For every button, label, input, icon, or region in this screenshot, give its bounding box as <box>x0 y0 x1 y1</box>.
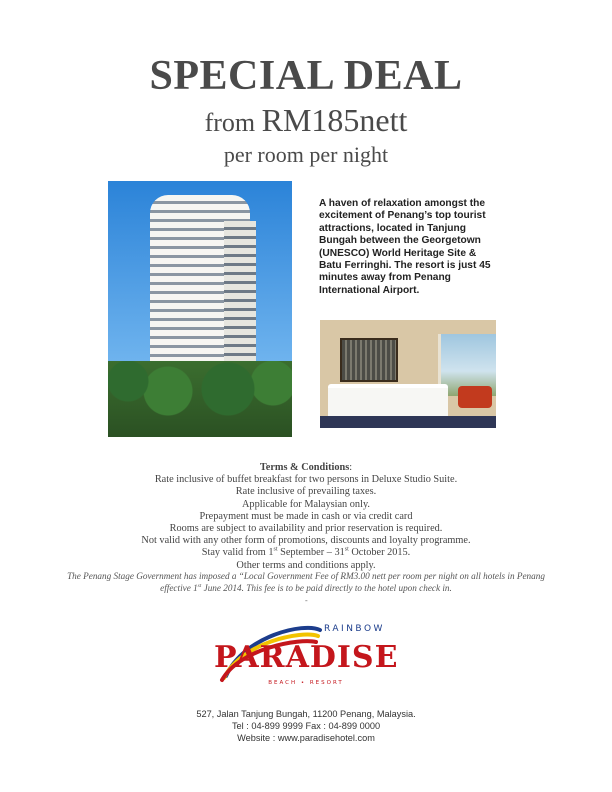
contact-address: 527, Jalan Tanjung Bungah, 11200 Penang, Malaysia. <box>196 709 416 719</box>
hotel-tower-photo <box>108 181 292 437</box>
terms-line: Rooms are subject to availability and prior reservation is required. <box>169 523 443 535</box>
rainbow-paradise-logo <box>214 616 398 694</box>
hotel-room-photo <box>320 320 496 428</box>
price-line <box>0 102 612 139</box>
contact-phone: Tel : 04-899 9999 Fax : 04-899 0000 <box>231 721 381 731</box>
contact-website[interactable]: Website : www.paradisehotel.com <box>237 733 375 743</box>
stay-valid-suffix: October 2015. <box>348 547 411 559</box>
note-dash: - <box>305 596 308 605</box>
stay-valid-sup2: st <box>344 547 349 553</box>
room-floor <box>320 416 496 428</box>
logo-rainbow: RAINBOW <box>324 624 385 634</box>
from-word: from <box>204 108 256 137</box>
room-wall-art <box>340 338 398 382</box>
note-part2: June 2014. This fee is to be paid directly to the hotel upon check in. <box>201 582 452 593</box>
terms-line: Not valid with any other form of promotions, discounts and loyalty programme. <box>141 535 471 547</box>
terms-other: Other terms and conditions apply. <box>236 559 376 571</box>
room-chair <box>458 386 492 408</box>
deal-title: SPECIAL DEAL <box>149 53 463 99</box>
terms-line: Rate inclusive of prevailing taxes. <box>235 486 377 498</box>
stay-valid-sup1: st <box>273 547 278 553</box>
note-sup: st <box>197 582 202 589</box>
terms-heading-line <box>0 462 612 474</box>
logo-beach-resort: BEACH • RESORT <box>268 680 344 686</box>
stay-valid-line <box>0 547 612 559</box>
price-tagline: per room per night <box>223 142 389 167</box>
terms-heading: Terms & Conditions <box>259 462 350 473</box>
stay-valid-prefix: Stay valid from 1 <box>201 547 274 559</box>
terms-section <box>0 462 612 572</box>
price: RM185nett <box>261 102 408 138</box>
note-part1: The Penang Stage Government has imposed a “Local Government Fee of RM3.00 nett per room per night on all hotels in Penang effective 1 <box>67 571 545 593</box>
terms-line: Applicable for Malaysian only. <box>241 498 370 510</box>
terms-heading-suffix: : <box>349 462 353 473</box>
hotel-description: A haven of relaxation amongst the excitement of Penang’s top tourist attractions, located in Tanjung Bungah between the Georgetown (UNESCO) World Heritage Site & Batu Ferringhi. The resort is just 45 minutes away from Penang International Airport. <box>319 198 491 296</box>
logo-paradise: PARADISE <box>214 640 399 675</box>
terms-line: Rate inclusive of buffet breakfast for two persons in Deluxe Studio Suite. <box>154 474 458 486</box>
stay-valid-middle: September – 31 <box>277 547 345 559</box>
government-fee-note <box>60 571 552 594</box>
terms-line: Prepayment must be made in cash or via credit card <box>199 510 413 522</box>
contact-info <box>0 708 612 744</box>
tower-trees <box>108 361 292 437</box>
